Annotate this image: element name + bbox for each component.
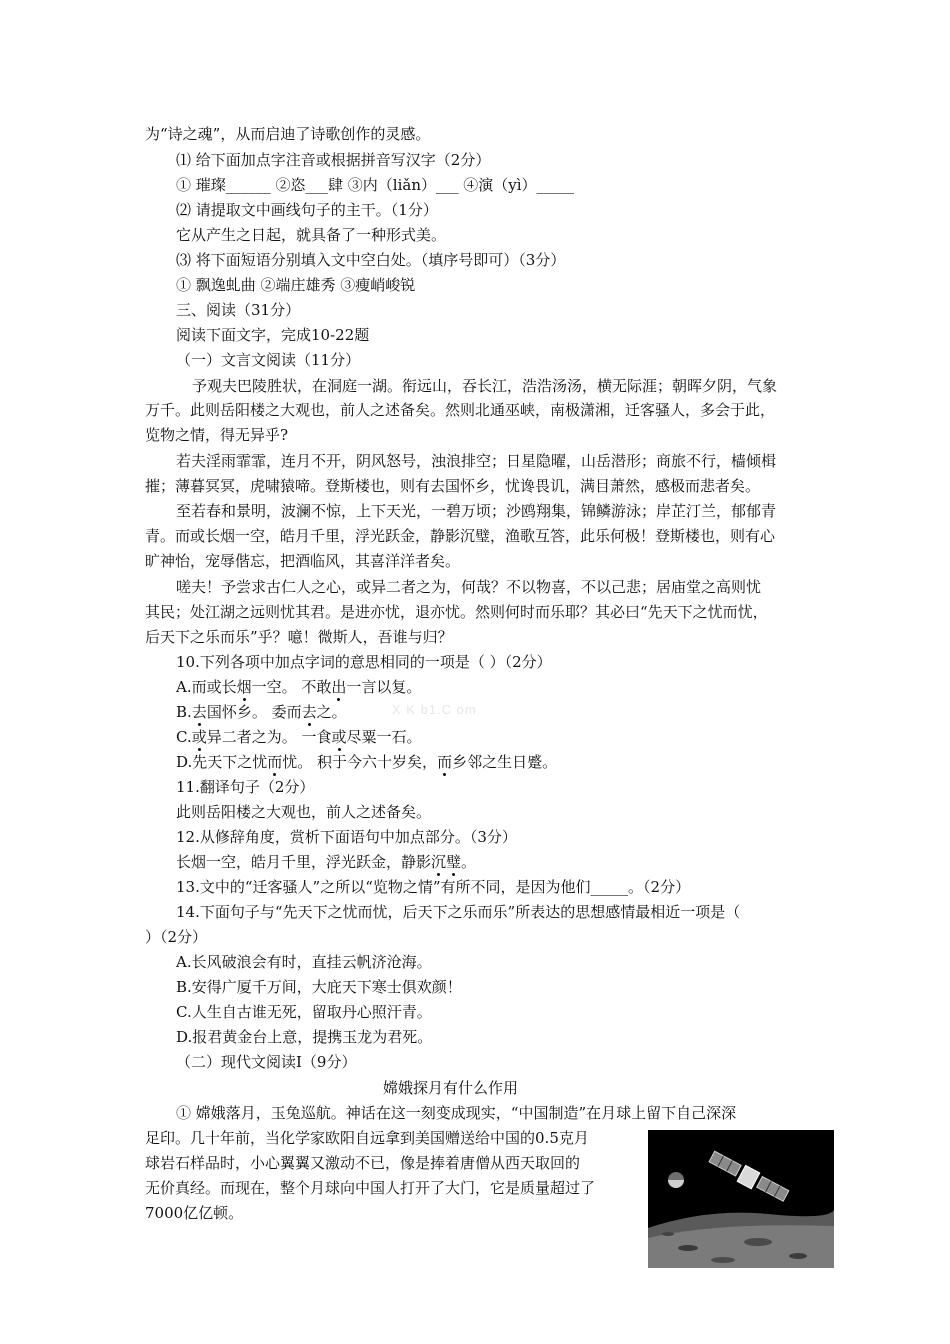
watermark: X K b1.C om bbox=[392, 702, 477, 717]
section-heading: 三、阅读（31分） bbox=[176, 301, 301, 319]
article-title: 嫦娥探月有什么作用 bbox=[383, 1079, 519, 1097]
passage-line: 览物之情，得无异乎? bbox=[145, 426, 289, 444]
passage-line: 嗟夫！予尝求古仁人之心，或异二者之为，何哉？不以物喜，不以己悲；居庙堂之高则忧 bbox=[176, 578, 762, 596]
q14-option-b: B.安得广厦千万间，大庇天下寒士俱欢颜！ bbox=[176, 978, 462, 996]
dotted-char: 而 bbox=[437, 753, 453, 771]
article-line: 球岩石样品时，小心翼翼又激动不已，像是捧着唐僧从西天取回的 bbox=[145, 1154, 581, 1172]
passage-line: 其民；处江湖之远则忧其君。是进亦忧，退亦忧。然则何时而乐耶？其必曰“先天下之忧而忧， bbox=[145, 603, 768, 621]
q14-option-c: C.人生自古谁无死，留取丹心照汗青。 bbox=[176, 1003, 432, 1021]
option-text: 一言以复。 bbox=[346, 678, 422, 696]
dotted-char: 沉 bbox=[431, 853, 447, 871]
q10-option-a bbox=[176, 677, 421, 697]
option-text: 国怀乡。 委而 bbox=[206, 703, 302, 721]
option-text: 忧。 积于今六十岁矣， bbox=[282, 753, 438, 771]
question-heading: ⑴ 给下面加点字注音或根据拼音写汉字（2分） bbox=[176, 151, 491, 169]
question-heading: ⑶ 将下面短语分别填入文中空白处。（填序号即可）（3分） bbox=[176, 251, 566, 269]
section-heading: （一）文言文阅读（11分） bbox=[176, 351, 361, 369]
option-text: B. bbox=[176, 703, 192, 721]
dotted-char: 烟 bbox=[236, 678, 252, 696]
option-text: 之。 bbox=[316, 703, 347, 721]
sentence-text: 长烟一空，皓月千里，浮光跃金，静影 bbox=[176, 853, 432, 871]
question-heading: ⑵ 请提取文中画线句子的主干。（1分） bbox=[176, 201, 438, 219]
dotted-char: 璧 bbox=[446, 853, 462, 871]
sentence-text: 。 bbox=[461, 853, 477, 871]
q12-sentence bbox=[176, 852, 476, 872]
article-line: 无价真经。而现在，整个月球向中国人打开了大门，它是质量超过了 bbox=[145, 1179, 596, 1197]
text-line: 为“诗之魂”，从而启迪了诗歌创作的灵感。 bbox=[145, 125, 431, 143]
text-line: ）（2分） bbox=[145, 928, 208, 946]
option-text: 一空。 不敢 bbox=[251, 678, 332, 696]
article-line: ① 嫦娥落月，玉兔巡航。神话在这一刻变成现实，“中国制造”在月球上留下自己深深 bbox=[176, 1104, 737, 1122]
satellite-over-moon-icon bbox=[648, 1130, 834, 1268]
dotted-char: 或 bbox=[331, 728, 347, 746]
passage-line: 若夫淫雨霏霏，连月不开，阴风怒号，浊浪排空；日星隐曜，山岳潜形；商旅不行，樯倾楫 bbox=[176, 452, 777, 470]
section-heading: （二）现代文阅读Ⅰ（9分） bbox=[176, 1053, 357, 1071]
option-text: C. bbox=[176, 728, 192, 746]
passage-line: 摧；薄暮冥冥，虎啸猿啼。登斯楼也，则有去国怀乡，忧谗畏讥，满目萧然，感极而悲者矣。 bbox=[145, 477, 761, 495]
article-line: 7000亿亿顿。 bbox=[145, 1204, 244, 1222]
q14-option-a: A.长风破浪会有时，直挂云帆济沧海。 bbox=[176, 953, 432, 971]
question-10: 10.下列各项中加点字词的意思相同的一项是（ ）（2分） bbox=[176, 653, 552, 671]
question-13: 13.文中的“迁客骚人”之所以“览物之情”有所不同，是因为他们_____。（2分） bbox=[176, 878, 691, 896]
passage-line: 后天下之乐而乐”乎？噫！微斯人，吾谁与归？ bbox=[145, 628, 453, 646]
option-text: D.先天下之忧 bbox=[176, 753, 268, 771]
q10-option-b bbox=[176, 702, 347, 722]
text-line: 此则岳阳楼之大观也，前人之述备矣。 bbox=[176, 803, 432, 821]
option-text: 异二者之为。 一食 bbox=[206, 728, 332, 746]
dotted-char: 出 bbox=[331, 678, 347, 696]
question-14: 14.下面句子与“先天下之忧而忧，后天下之乐而乐”所表达的思想感情最相近一项是（ bbox=[176, 903, 741, 921]
dotted-char: 或 bbox=[191, 728, 207, 746]
question-11: 11.翻译句子（2分） bbox=[176, 778, 315, 796]
passage-line: 予观夫巴陵胜状，在洞庭一湖。衔远山，吞长江，浩浩汤汤，横无际涯；朝晖夕阴，气象 bbox=[192, 377, 778, 395]
q10-option-c bbox=[176, 727, 422, 747]
article-line: 足印。几十年前，当化学家欧阳自远拿到美国赠送给中国的0.5克月 bbox=[145, 1129, 589, 1147]
option-text: 尽粟一石。 bbox=[346, 728, 422, 746]
text-line: ① 璀璨______ ②恣___肆 ③内（liǎn）___ ④演（yì）_____ bbox=[176, 176, 575, 194]
text-line: 它从产生之日起，就具备了一种形式美。 bbox=[176, 226, 447, 244]
question-12: 12.从修辞角度，赏析下面语句中加点部分。（3分） bbox=[176, 828, 517, 846]
text-line: ① 飘逸虬曲 ②端庄雄秀 ③瘦峭峻锐 bbox=[176, 276, 416, 294]
passage-line: 万千。此则岳阳楼之大观也，前人之述备矣。然则北通巫峡，南极潇湘，迁客骚人，多会于此， bbox=[145, 401, 776, 419]
passage-line: 青。而或长烟一空，皓月千里，浮光跃金，静影沉璧，渔歌互答，此乐何极！登斯楼也，则有心 bbox=[145, 527, 776, 545]
dotted-char: 去 bbox=[191, 703, 207, 721]
option-text: A.而或长 bbox=[176, 678, 237, 696]
q10-option-d bbox=[176, 752, 557, 772]
q14-option-d: D.报君黄金台上意，提携玉龙为君死。 bbox=[176, 1028, 433, 1046]
lunar-probe-photo bbox=[648, 1130, 834, 1268]
passage-line: 至若春和景明，波澜不惊，上下天光，一碧万顷；沙鸥翔集，锦鳞游泳；岸芷汀兰，郁郁青 bbox=[176, 502, 777, 520]
option-text: 乡邻之生日蹙。 bbox=[452, 753, 558, 771]
text-line: 阅读下面文字，完成10-22题 bbox=[176, 326, 370, 344]
dotted-char: 而 bbox=[267, 753, 283, 771]
passage-line: 旷神怡，宠辱偕忘，把酒临风，其喜洋洋者矣。 bbox=[145, 552, 461, 570]
dotted-char: 去 bbox=[301, 703, 317, 721]
